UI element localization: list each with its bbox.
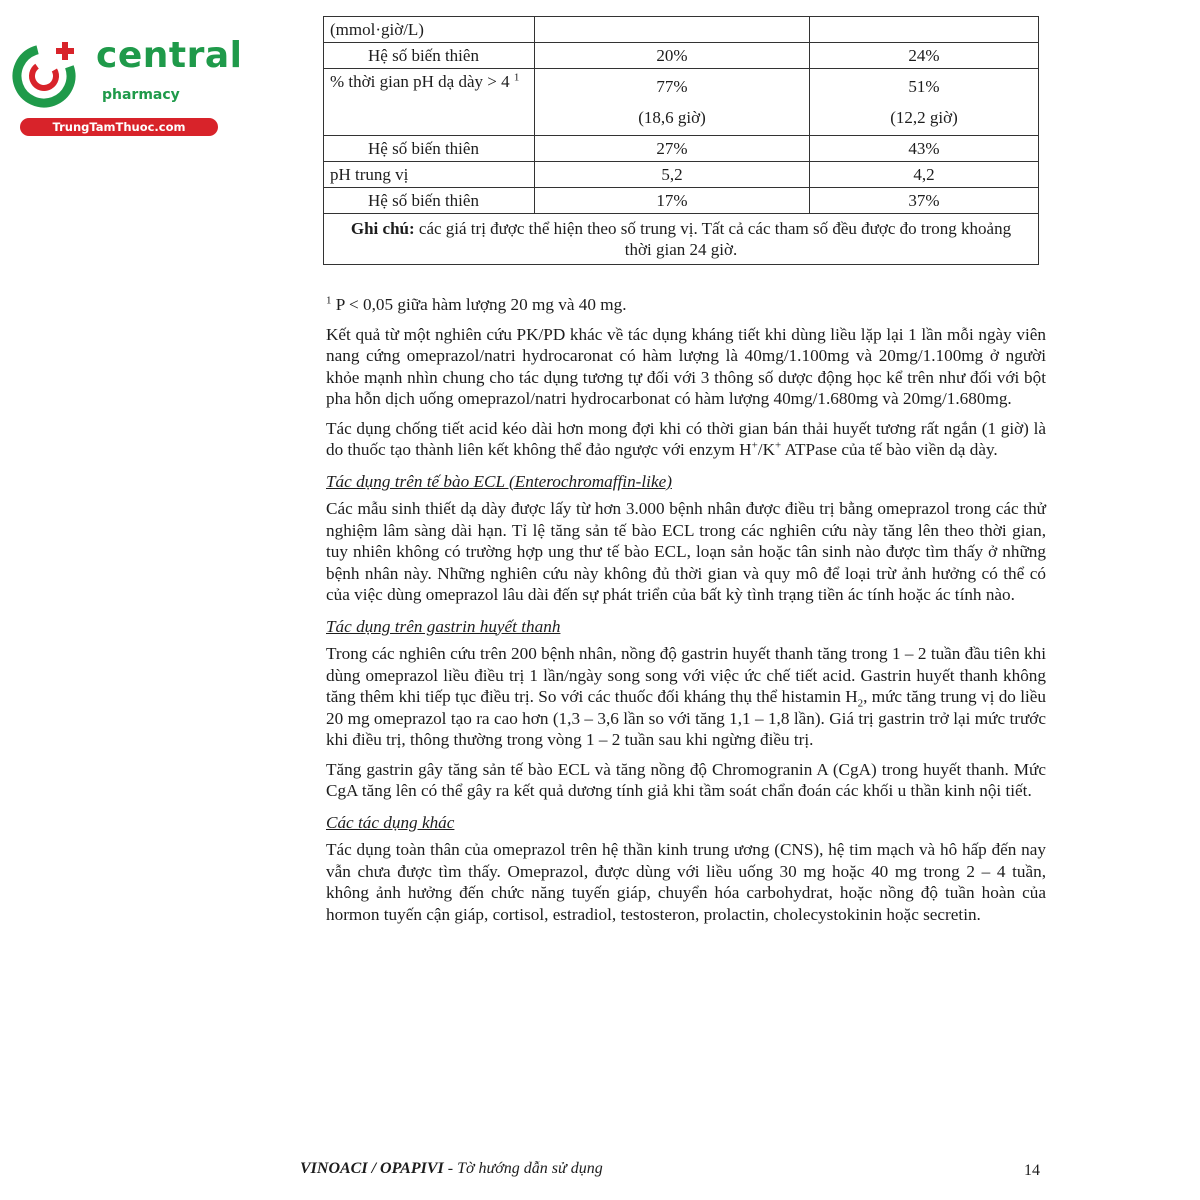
pharmacy-logo: [10, 35, 243, 136]
table-cell: [535, 69, 810, 136]
table-cell: [810, 17, 1039, 43]
table-cell: 37%: [810, 188, 1039, 214]
table-row: [324, 17, 1039, 43]
note-label: Ghi chú:: [350, 219, 415, 238]
subscript: 2: [857, 697, 864, 710]
heading-other-effects: Các tác dụng khác: [326, 812, 455, 832]
table-row: [324, 69, 1039, 136]
note-text: các giá trị được thể hiện theo số trung vị. Tất cả các tham số đều được đo trong khoảng thời gian 24 giờ.: [414, 219, 1012, 259]
page-number: 14: [1024, 1162, 1040, 1179]
footnote-text: P < 0,05 giữa hàm lượng 20 mg và 40 mg.: [331, 295, 627, 314]
table-cell: (mmol·giờ/L): [324, 17, 535, 43]
table-note: [324, 214, 1039, 265]
table-cell: Hệ số biến thiên: [324, 43, 535, 69]
heading-gastrin: Tác dụng trên gastrin huyết thanh: [326, 616, 561, 636]
table-cell: 43%: [810, 136, 1039, 162]
table-cell: 20%: [535, 43, 810, 69]
footnote-marker: 1: [513, 71, 520, 84]
table-row: [324, 136, 1039, 162]
table-cell: Hệ số biến thiên: [324, 188, 535, 214]
footer-product: VINOACI / OPAPIVI: [300, 1160, 444, 1177]
paragraph-pkpd: Kết quả từ một nghiên cứu PK/PD khác về tác dụng kháng tiết khi dùng liều lặp lại 1 lần mỗi ngày viên nang cứng omeprazol/natri hydrocaronat có hàm lượng là 40mg/1.100mg và 20mg/1.100mg ở người khỏe mạnh nhìn chung cho tác dụng tương tự đối với 3 thông số dược động học kể trên như đối với bột pha hỗn dịch uống omeprazol/natri hydrocarbonat có hàm lượng 40mg/1.680mg và 20mg/1.680mg.: [326, 324, 1046, 408]
table-cell: [535, 17, 810, 43]
footer-document-title: [300, 1160, 603, 1178]
footnote-marker: 1: [326, 294, 332, 307]
logo-brand-text: central: [96, 35, 243, 76]
cell-subvalue: (18,6 giờ): [638, 108, 706, 127]
paragraph-cga: Tăng gastrin gây tăng sản tế bào ECL và tăng nồng độ Chromogranin A (CgA) trong huyết thanh. Mức CgA tăng lên có thể gây ra kết quả dương tính giả khi tầm soát chẩn đoán các khối u thần kinh nội tiết.: [326, 759, 1046, 800]
cell-subvalue: (12,2 giờ): [890, 108, 958, 127]
paragraph-antisecretory: [326, 418, 1046, 461]
text-run: /K: [757, 440, 775, 459]
logo-site-banner: TrungTamThuoc.com: [20, 118, 218, 136]
text-run: , mức tăng trung vị do liều 20 mg omeprazol tạo ra cao hơn (1,3 – 3,6 lần so với tăng 1,1 – 1,8 lần). Giá trị gastrin trở lại mức trước khi điều trị, thông thường trong vòng 1 – 2 tuần sau khi ngừng điều trị.: [326, 687, 1046, 749]
superscript: +: [751, 439, 758, 452]
table-cell: 24%: [810, 43, 1039, 69]
text-run: Tác dụng chống tiết acid kéo dài hơn mong đợi khi có thời gian bán thải huyết tương rất ngắn (1 giờ) là do thuốc tạo thành liên kết không thể đảo ngược với enzym H: [326, 418, 1046, 459]
paragraph-gastrin: [326, 643, 1046, 751]
logo-sub-text: pharmacy: [102, 87, 180, 103]
document-body: [326, 294, 1046, 933]
table-note-row: [324, 214, 1039, 265]
table-cell: [810, 69, 1039, 136]
table-row: [324, 43, 1039, 69]
table-cell: 5,2: [535, 162, 810, 188]
table-cell: 4,2: [810, 162, 1039, 188]
cell-value: 77%: [656, 77, 688, 96]
table-cell: [324, 69, 535, 136]
table-cell: 27%: [535, 136, 810, 162]
superscript: +: [774, 439, 782, 452]
cell-value: 51%: [908, 77, 940, 96]
paragraph-ecl: Các mẫu sinh thiết dạ dày được lấy từ hơn 3.000 bệnh nhân được điều trị bằng omeprazol trong các thử nghiệm lâm sàng dài hạn. Tỉ lệ tăng sản tế bào ECL trong các nghiên cứu này tăng lên theo thời gian, tuy nhiên không có trường hợp ung thư tế bào ECL, loạn sản hoặc tân sinh nào được tìm thấy ở những bệnh nhân này. Những nghiên cứu này không đủ thời gian và quy mô để loại trừ ảnh hưởng có thể có của việc dùng omeprazol lâu dài đến sự phát triển của bất kỳ tình trạng tiền ác tính hoặc ác tính nào.: [326, 499, 1046, 604]
table-row: [324, 162, 1039, 188]
central-pharmacy-logo-icon: [10, 38, 82, 110]
cell-text: % thời gian pH dạ dày > 4: [330, 72, 510, 91]
table-row: [324, 188, 1039, 214]
heading-ecl: Tác dụng trên tế bào ECL (Enterochromaffin-like): [326, 471, 672, 491]
text-run: ATPase của tế bào viền dạ dày.: [781, 440, 998, 459]
table-cell: 17%: [535, 188, 810, 214]
pharmacokinetics-table: [323, 16, 1039, 265]
table-cell: pH trung vị: [324, 162, 535, 188]
paragraph-other-effects: Tác dụng toàn thân của omeprazol trên hệ thần kinh trung ương (CNS), hệ tim mạch và hô hấp đến nay vẫn chưa được tìm thấy. Omeprazol, được dùng với liều uống 30 mg hoặc 40 mg trong 2 – 4 tuần, không ảnh hưởng đến chức năng tuyến giáp, chuyển hóa carbohydrat, hoặc nồng độ tuần hoàn của hormon tuyến cận giáp, cortisol, estradiol, testosteron, prolactin, cholecystokinin hoặc secretin.: [326, 840, 1046, 924]
footer-doc-type: - Tờ hướng dẫn sử dụng: [443, 1160, 603, 1177]
text-run: Trong các nghiên cứu trên 200 bệnh nhân, nồng độ gastrin huyết thanh tăng trong 1 – 2 tuần đầu tiên khi dùng omeprazol liều điều trị 1 lần/ngày song song với việc ức chế tiết acid. Gastrin huyết thanh không tăng thêm khi tiếp tục điều trị. So với các thuốc đối kháng thụ thể histamin H: [326, 644, 1046, 706]
footnote: [326, 294, 1046, 316]
table-cell: Hệ số biến thiên: [324, 136, 535, 162]
